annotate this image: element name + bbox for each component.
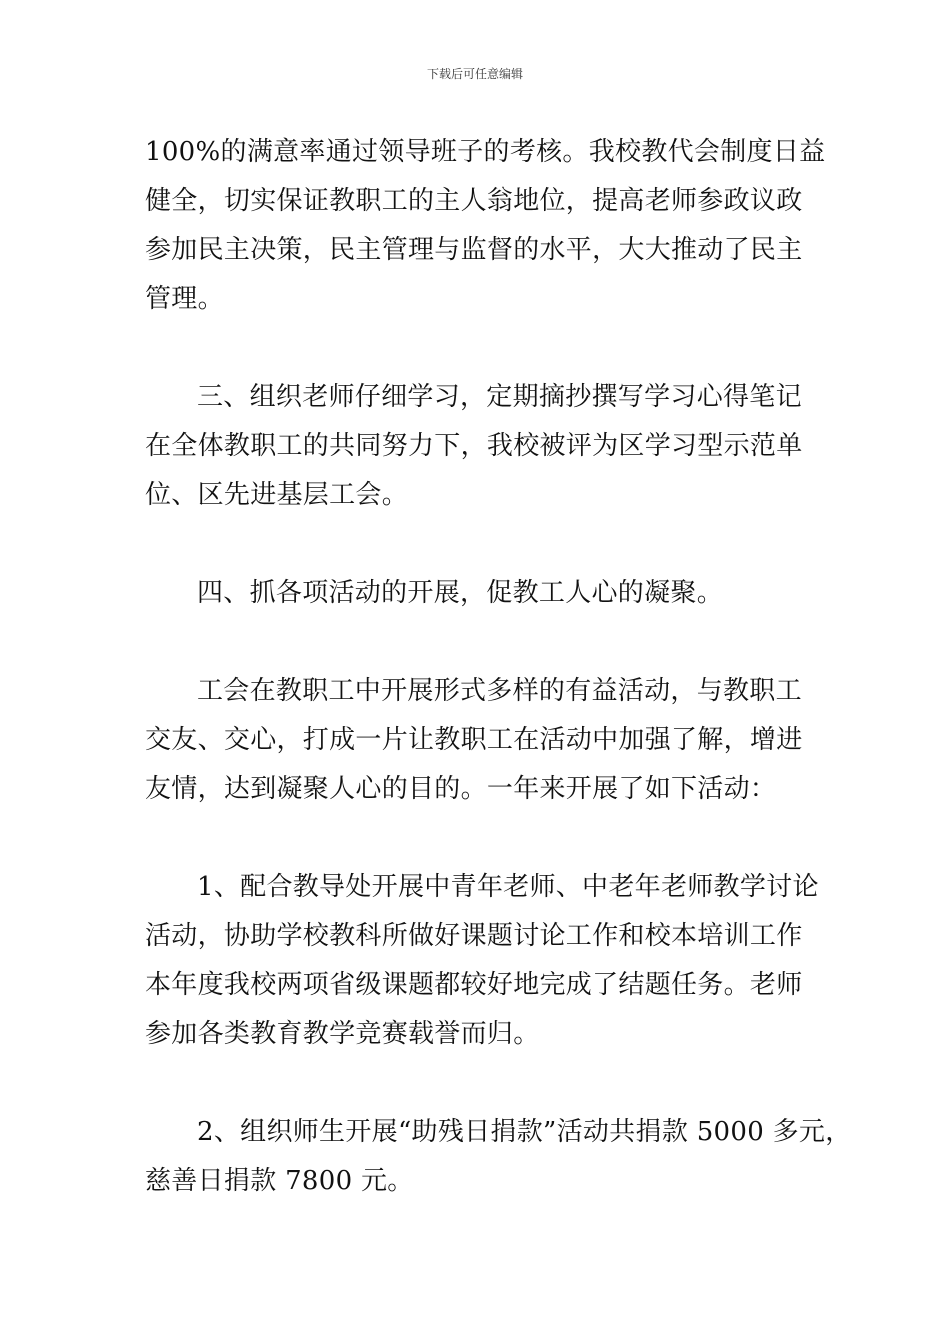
paragraph-spacer: [145, 618, 821, 667]
text-line: 参加民主决策，民主管理与监督的水平，大大推动了民主: [145, 235, 803, 265]
paragraph-union-activities: [145, 667, 821, 814]
text-line: 100%的满意率通过领导班子的考核。我校教代会制度日益: [145, 137, 826, 167]
text-line: 健全，切实保证教职工的主人翁地位，提高老师参政议政: [145, 186, 803, 216]
text-line: 本年度我校两项省级课题都较好地完成了结题任务。老师: [145, 970, 803, 1000]
text-line: 交友、交心，打成一片让教职工在活动中加强了解，增进: [145, 725, 803, 755]
list-item-one: 1、配合教导处开展中青年老师、中老年老师教学讨论: [197, 872, 819, 902]
page-header: 下载后可任意编辑: [426, 67, 523, 81]
text-line: 友情，达到凝聚人心的目的。一年来开展了如下活动：: [145, 774, 777, 804]
list-item-two: 2、组织师生开展“助残日捐款”活动共捐款 5000 多元，: [197, 1117, 852, 1147]
section-heading-three: 三、组织老师仔细学习，定期摘抄撰写学习心得笔记: [197, 382, 802, 412]
paragraph-spacer: [145, 520, 821, 569]
paragraph-democratic-management: [145, 128, 826, 324]
paragraph-section-four: [145, 569, 821, 618]
text-line: 活动，协助学校教科所做好课题讨论工作和校本培训工作: [145, 921, 803, 951]
paragraph-spacer: [145, 814, 821, 863]
text-line: 位、区先进基层工会。: [145, 480, 409, 510]
document-body: [145, 128, 852, 1206]
paragraph-item-one: [145, 863, 821, 1059]
section-heading-four: 四、抓各项活动的开展，促教工人心的凝聚。: [197, 578, 724, 608]
text-line: 管理。: [145, 284, 224, 314]
paragraph-section-three: [145, 373, 821, 520]
text-line: 参加各类教育教学竞赛载誉而归。: [145, 1019, 540, 1049]
text-line: 在全体教职工的共同努力下，我校被评为区学习型示范单: [145, 431, 803, 461]
text-line: 工会在教职工中开展形式多样的有益活动，与教职工: [197, 676, 802, 706]
text-line: 慈善日捐款 7800 元。: [145, 1166, 414, 1196]
paragraph-spacer: [145, 324, 821, 373]
paragraph-item-two: [145, 1108, 852, 1206]
paragraph-spacer: [145, 1059, 821, 1108]
